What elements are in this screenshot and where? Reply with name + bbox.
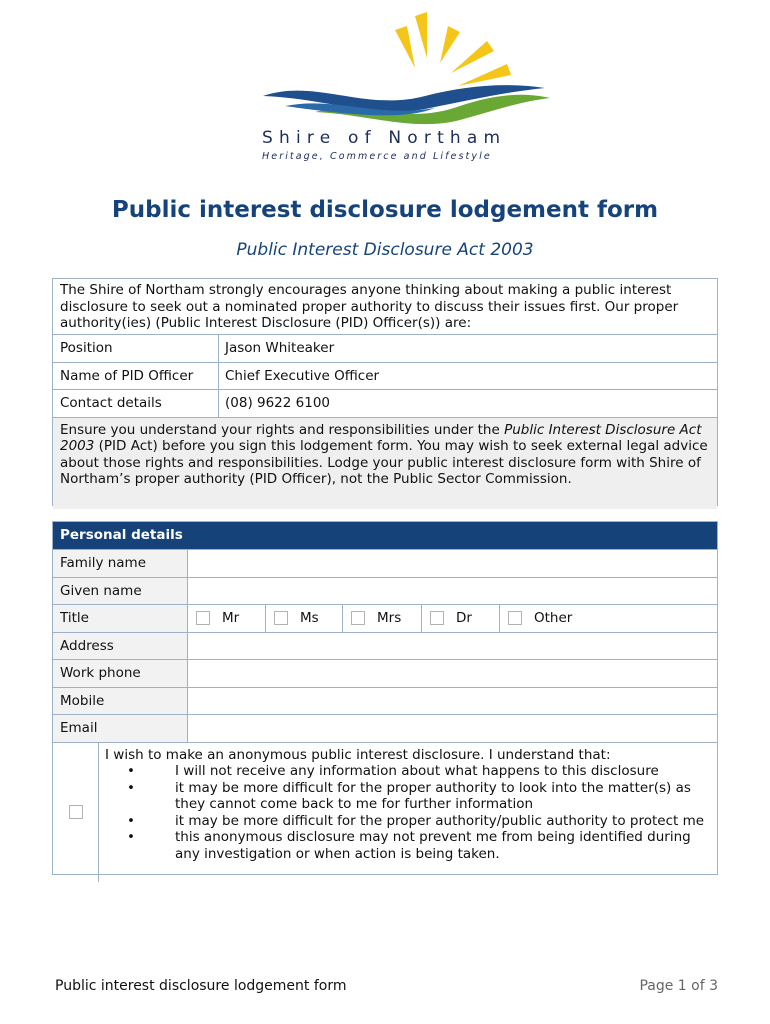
- mobile-field[interactable]: [188, 688, 717, 715]
- intro-paragraph: The Shire of Northam strongly encourages anyone thinking about making a public interest disclosure to seek out a nominated proper authority to discuss their issues first. Our proper authority(ies) (Public Interest Disclosure (PID) Officer(s)) are:: [60, 282, 679, 332]
- pid-officer-value: Chief Executive Officer: [225, 367, 380, 384]
- title-option-label: Dr: [456, 610, 472, 627]
- title-row: [53, 604, 717, 632]
- pid-officer-label: Name of PID Officer: [53, 363, 219, 390]
- family-name-row: [53, 549, 717, 577]
- position-label: Position: [53, 335, 219, 362]
- title-option-other[interactable]: [500, 605, 717, 632]
- rights-notice: [53, 417, 717, 509]
- given-name-row: [53, 577, 717, 605]
- personal-details-section: [52, 521, 718, 875]
- email-field[interactable]: [188, 715, 717, 742]
- work-phone-field[interactable]: [188, 660, 717, 687]
- email-label: Email: [53, 715, 188, 742]
- anonymous-disclosure-row: [53, 742, 717, 882]
- checkbox[interactable]: [430, 611, 444, 625]
- notice-text-before: Ensure you understand your rights and responsibilities under the: [60, 421, 505, 438]
- title-option-label: Other: [534, 610, 573, 627]
- list-item: • I will not receive any information about what happens to this disclosure: [105, 763, 709, 780]
- family-name-label: Family name: [53, 550, 188, 577]
- title-option-mrs[interactable]: [343, 605, 422, 632]
- address-row: [53, 632, 717, 660]
- notice-act-name: Public Interest Disclosure Act 2003: [60, 421, 702, 455]
- position-value: Jason Whiteaker: [225, 340, 335, 356]
- title-option-label: Mr: [222, 610, 240, 627]
- checkbox[interactable]: [508, 611, 522, 625]
- checkbox[interactable]: [196, 611, 210, 625]
- work-phone-label: Work phone: [53, 660, 188, 687]
- contact-details-label: Contact details: [53, 390, 219, 417]
- intro-box: [52, 278, 718, 506]
- mobile-label: Mobile: [53, 688, 188, 715]
- personal-details-heading: Personal details: [53, 522, 717, 549]
- list-item: • it may be more difficult for the proper authority/public authority to protect me: [105, 813, 709, 830]
- contact-row: [53, 362, 717, 390]
- contact-row: [53, 389, 717, 417]
- title-option-label: Mrs: [377, 610, 402, 627]
- family-name-field[interactable]: [188, 550, 717, 577]
- address-field[interactable]: [188, 633, 717, 660]
- mobile-row: [53, 687, 717, 715]
- title-option-dr[interactable]: [422, 605, 500, 632]
- footer-title: Public interest disclosure lodgement form: [55, 978, 347, 994]
- title-label: Title: [53, 605, 188, 632]
- page-title: Public interest disclosure lodgement form: [111, 197, 659, 223]
- email-row: [53, 714, 717, 742]
- title-option-label: Ms: [300, 610, 319, 627]
- anonymous-points: [105, 763, 709, 863]
- title-option-mr[interactable]: [188, 605, 266, 632]
- given-name-label: Given name: [53, 578, 188, 605]
- checkbox[interactable]: [351, 611, 365, 625]
- brand-name: Shire of Northam: [262, 128, 507, 148]
- work-phone-row: [53, 659, 717, 687]
- page-subtitle: Public Interest Disclosure Act 2003: [236, 240, 534, 260]
- title-option-ms[interactable]: [266, 605, 343, 632]
- notice-text-after: (PID Act) before you sign this lodgement form. You may wish to seek external legal advice about those rights and responsibilities. Lodge your public interest disclosure form with Shire of Northam’s proper authority (PID Officer), not the Public Sector Commission.: [60, 438, 708, 488]
- address-label: Address: [53, 633, 188, 660]
- list-item: • this anonymous disclosure may not prevent me from being identified during any investigation or when action is being taken.: [105, 829, 709, 862]
- given-name-field[interactable]: [188, 578, 717, 605]
- brand-tagline: Heritage, Commerce and Lifestyle: [262, 151, 492, 162]
- anonymous-intro: I wish to make an anonymous public interest disclosure. I understand that:: [105, 746, 611, 763]
- anonymous-disclosure-text: [99, 743, 717, 882]
- contact-row: [53, 334, 717, 362]
- page-number: Page 1 of 3: [639, 978, 718, 994]
- checkbox[interactable]: [274, 611, 288, 625]
- anonymous-checkbox-cell: [53, 743, 99, 882]
- list-item: • it may be more difficult for the proper authority to look into the matter(s) as they cannot come back to me for further information: [105, 780, 709, 813]
- contact-details-value: (08) 9622 6100: [225, 395, 331, 411]
- title-options: [188, 605, 717, 632]
- anonymous-checkbox[interactable]: [69, 805, 83, 819]
